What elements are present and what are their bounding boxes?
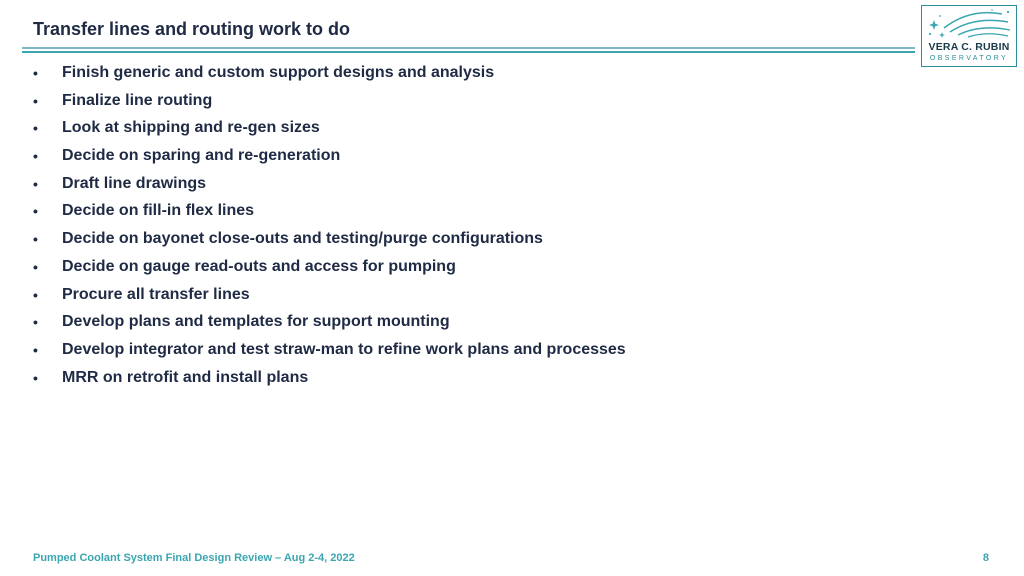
logo-name: VERA C. RUBIN xyxy=(928,41,1010,53)
bullet-text: Draft line drawings xyxy=(62,174,207,192)
slide-title: Transfer lines and routing work to do xyxy=(33,19,351,39)
bullet-icon: • xyxy=(33,203,38,220)
bullet-text: Decide on sparing and re-generation xyxy=(62,147,341,165)
observatory-logo xyxy=(921,5,1017,67)
title-rule-light xyxy=(22,47,915,49)
bullet-icon: • xyxy=(33,258,38,275)
bullet-icon: • xyxy=(33,65,38,81)
bullet-icon: • xyxy=(33,120,38,137)
bullet-text: Decide on gauge read-outs and access for pumping xyxy=(62,257,456,275)
bullet-icon: • xyxy=(33,341,38,358)
bullet-text: Finish generic and custom support designs and analysis xyxy=(62,64,495,81)
bullet-text: Finalize line routing xyxy=(62,91,213,109)
page-number: 8 xyxy=(982,552,989,564)
bullet-icon: • xyxy=(33,175,38,192)
bullet-icon: • xyxy=(33,148,38,165)
bullet-text: Decide on bayonet close-outs and testing/purge configurations xyxy=(62,230,543,248)
bullet-text: MRR on retrofit and install plans xyxy=(62,368,309,386)
bullet-text: Look at shipping and re-gen sizes xyxy=(62,119,320,137)
bullet-icon: • xyxy=(33,369,38,386)
bullet-text: Develop plans and templates for support mounting xyxy=(62,313,450,331)
bullet-text: Procure all transfer lines xyxy=(62,285,250,303)
bullet-icon: • xyxy=(33,231,38,248)
logo-subtitle: OBSERVATORY xyxy=(929,55,1009,62)
bullet-text: Decide on fill-in flex lines xyxy=(62,202,255,220)
bullet-icon: • xyxy=(33,286,38,303)
title-rule-teal xyxy=(22,51,915,53)
star-trails-icon xyxy=(922,6,1016,46)
bullet-text: Develop integrator and test straw-man to refine work plans and processes xyxy=(62,340,626,358)
bullet-icon: • xyxy=(33,314,38,331)
footer-text: Pumped Coolant System Final Design Review – Aug 2-4, 2022 xyxy=(33,552,355,564)
bullet-icon: • xyxy=(33,92,38,109)
